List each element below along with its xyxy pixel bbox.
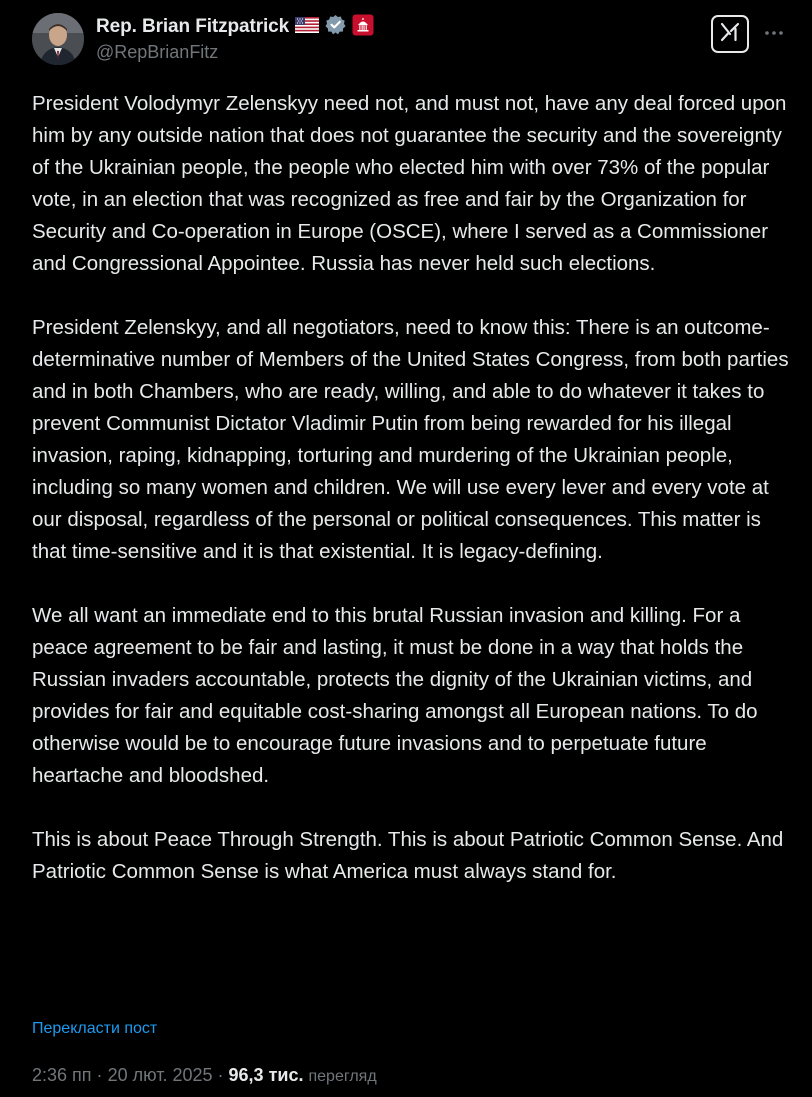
post-paragraph: President Volodymyr Zelenskyy need not, and must not, have any deal forced upon him by any outside nation that does not guarantee the security and the sovereignty of the Ukrainian people, the people who elected him with over 73% of the popular vote, in an election that was recognized as free and fair by the Organization for Security and Co-operation in Europe (OSCE), where I served as a Commissioner and Congressional Appointee. Russia has never held such elections.: [32, 92, 787, 275]
post-time[interactable]: 2:36 пп: [32, 1065, 92, 1085]
meta-separator: ·: [217, 1065, 224, 1085]
post-meta: [32, 1065, 377, 1086]
views-count: 96,3 тис.: [228, 1065, 304, 1085]
avatar-photo: [32, 13, 84, 65]
us-flag-icon: [295, 17, 319, 38]
more-button[interactable]: [762, 18, 786, 46]
author-block: [96, 14, 374, 63]
views-label: перегляд: [308, 1068, 377, 1085]
grok-button[interactable]: [711, 15, 749, 53]
post-paragraph: We all want an immediate end to this brutal Russian invasion and killing. For a peace agreement to be fair and lasting, it must be done in a way that holds the Russian invaders accountable, protects the dignity of the Ukrainian victims, and provides for fair and equitable cost-sharing amongst all European nations. To do otherwise would be to encourage future invasions and to perpetuate future heartache and bloodshed.: [32, 604, 758, 787]
meta-separator: ·: [96, 1065, 103, 1085]
grok-icon: [718, 20, 742, 49]
author-name[interactable]: Rep. Brian Fitzpatrick: [96, 16, 290, 37]
post-paragraph: This is about Peace Through Strength. This is about Patriotic Common Sense. And Patriotic Common Sense is what America must always stand for.: [32, 828, 784, 883]
author-name-row: [96, 14, 374, 40]
post-paragraph: President Zelenskyy, and all negotiators, need to know this: There is an outcome-determinative number of Members of the United States Congress, from both parties and in both Chambers, who are ready, willing, and able to do whatever it takes to prevent Communist Dictator Vladimir Putin from being rewarded for his illegal invasion, raping, kidnapping, torturing and murdering of the Ukrainian people, including so many women and children. We will use every lever and every vote at our disposal, regardless of the personal or political consequences. This matter is that time-sensitive and it is that existential. It is legacy-defining.: [32, 316, 789, 563]
translate-post-link[interactable]: Перекласти пост: [32, 1020, 158, 1037]
post-date[interactable]: 20 лют. 2025: [107, 1065, 213, 1085]
author-handle[interactable]: @RepBrianFitz: [96, 42, 219, 62]
post-text: [32, 88, 792, 888]
gray-verified-badge-icon[interactable]: [325, 14, 346, 40]
avatar[interactable]: [32, 13, 84, 65]
us-house-affiliation-icon[interactable]: [352, 14, 374, 41]
more-dots-icon: [764, 23, 784, 41]
